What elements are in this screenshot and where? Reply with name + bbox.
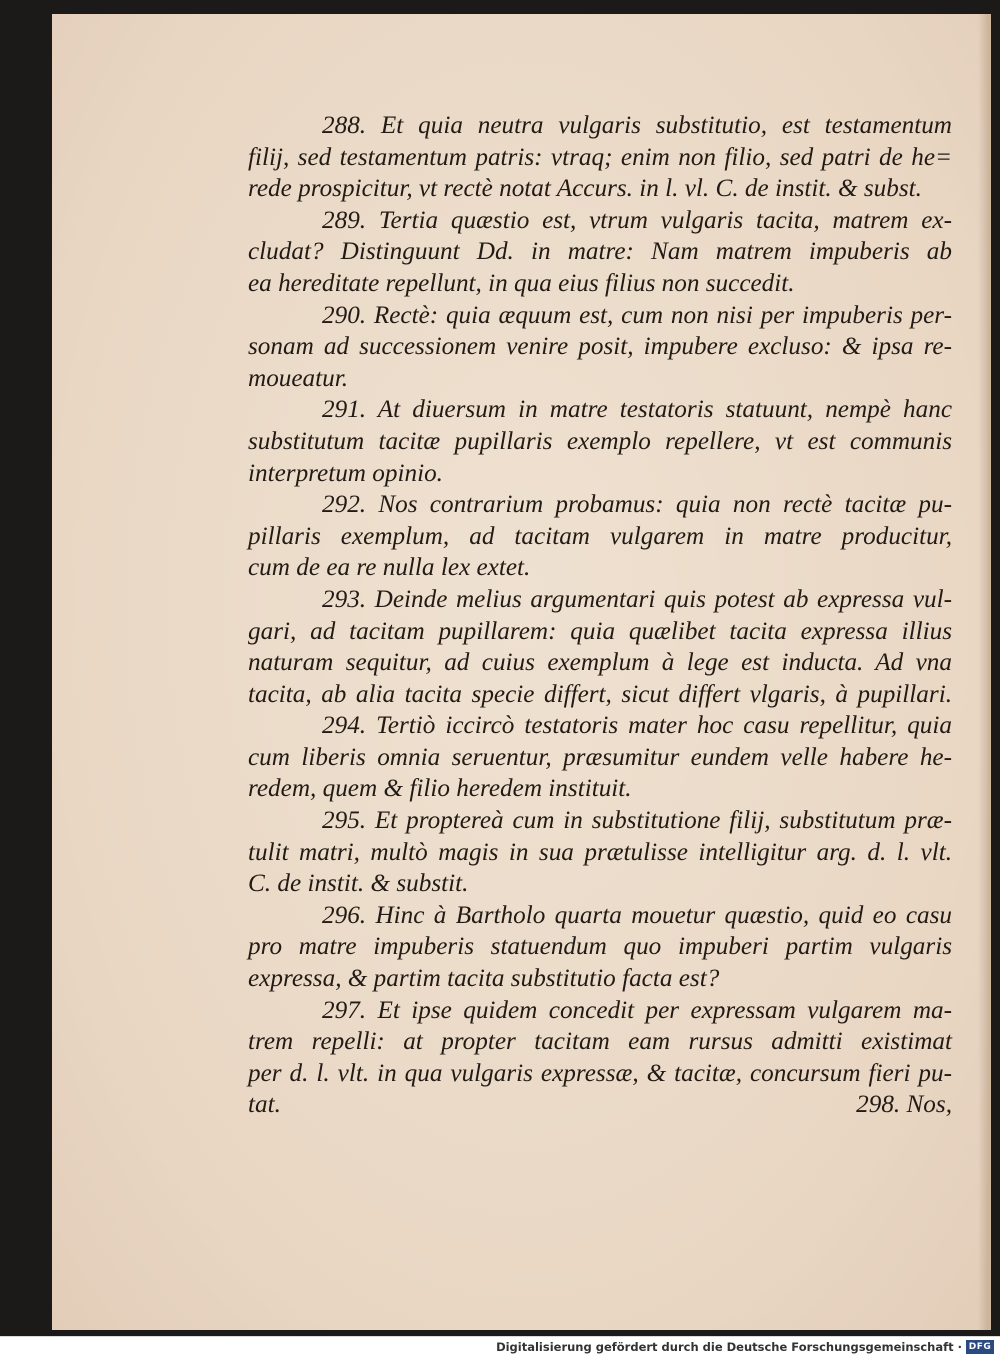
text-line: cludat? Distinguunt Dd. in matre: Nam matrem impuberis ab bbox=[248, 238, 952, 266]
text-line: C. de instit. & substit. bbox=[248, 870, 469, 898]
text-line: redem, quem & filio heredem instituit. bbox=[248, 775, 632, 803]
text-line: moueatur. bbox=[248, 364, 349, 392]
text-line: tacita, ab alia tacita specie differt, sicut differt vlgaris, à pupillari. bbox=[248, 680, 952, 708]
text-line: 290. Rectè: quia æquum est, cum non nisi per impuberis per- bbox=[322, 301, 952, 329]
text-line: cum de ea re nulla lex extet. bbox=[248, 554, 531, 582]
text-line: filij, sed testamentum patris: vtraq; enim non filio, sed patri de he= bbox=[248, 143, 952, 171]
text-line: rede prospicitur, vt rectè notat Accurs. in l. vl. C. de instit. & subst. bbox=[248, 175, 922, 203]
text-line: interpretum opinio. bbox=[248, 459, 443, 487]
text-line: naturam sequitur, ad cuius exemplum à lege est inducta. Ad vna bbox=[248, 649, 952, 677]
text-line: ea hereditate repellunt, in qua eius filius non succedit. bbox=[248, 269, 795, 297]
text-line: 291. At diuersum in matre testatoris statuunt, nempè hanc bbox=[322, 396, 952, 424]
text-line: 295. Et proptereà cum in substitutione filij, substitutum præ- bbox=[322, 807, 952, 835]
text-line: tulit matri, multò magis in sua prætulisse intelligitur arg. d. l. vlt. bbox=[248, 838, 952, 866]
catchword: 298. Nos, bbox=[856, 1091, 952, 1119]
text-line: pillaris exemplum, ad tacitam vulgarem in matre producitur, bbox=[248, 522, 952, 550]
text-line-with-catchword bbox=[248, 1089, 952, 1121]
text-line: 296. Hinc à Bartholo quarta mouetur quæstio, quid eo casu bbox=[322, 901, 952, 929]
text-line: 297. Et ipse quidem concedit per expressam vulgarem ma- bbox=[322, 996, 952, 1024]
footer-bar bbox=[0, 1336, 1000, 1358]
text-line: gari, ad tacitam pupillarem: quia quælibet tacita expressa illius bbox=[248, 617, 952, 645]
text-line: per d. l. vlt. in qua vulgaris expressæ, & tacitæ, concursum fieri pu- bbox=[248, 1059, 952, 1087]
text-line: 293. Deinde melius argumentari quis potest ab expressa vul- bbox=[322, 585, 952, 613]
text-line: sonam ad successionem venire posit, impubere excluso: & ipsa re- bbox=[248, 333, 952, 361]
text-line: 289. Tertia quæstio est, vtrum vulgaris tacita, matrem ex- bbox=[322, 206, 952, 234]
text-line: trem repelli: at propter tacitam eam rursus admitti existimat bbox=[248, 1028, 952, 1056]
text-line: 292. Nos contrarium probamus: quia non rectè tacitæ pu- bbox=[322, 491, 952, 519]
book-page bbox=[52, 14, 991, 1330]
text-line: tat. bbox=[248, 1091, 281, 1119]
text-line: pro matre impuberis statuendum quo impuberi partim vulgaris bbox=[248, 933, 952, 961]
dfg-logo-icon: DFG bbox=[966, 1340, 994, 1354]
text-line: 294. Tertiò iccircò testatoris mater hoc casu repellitur, quia bbox=[322, 712, 952, 740]
text-line: substitutum tacitæ pupillaris exemplo repellere, vt est communis bbox=[248, 427, 952, 455]
text-line: cum liberis omnia seruentur, præsumitur eundem velle habere he- bbox=[248, 743, 952, 771]
funding-credit: Digitalisierung gefördert durch die Deutsche Forschungsgemeinschaft · bbox=[496, 1340, 962, 1354]
page-text bbox=[248, 110, 952, 1121]
page-edge bbox=[978, 14, 988, 1330]
text-line: expressa, & partim tacita substitutio facta est? bbox=[248, 965, 720, 993]
text-line: 288. Et quia neutra vulgaris substitutio, est testamentum bbox=[322, 112, 952, 139]
